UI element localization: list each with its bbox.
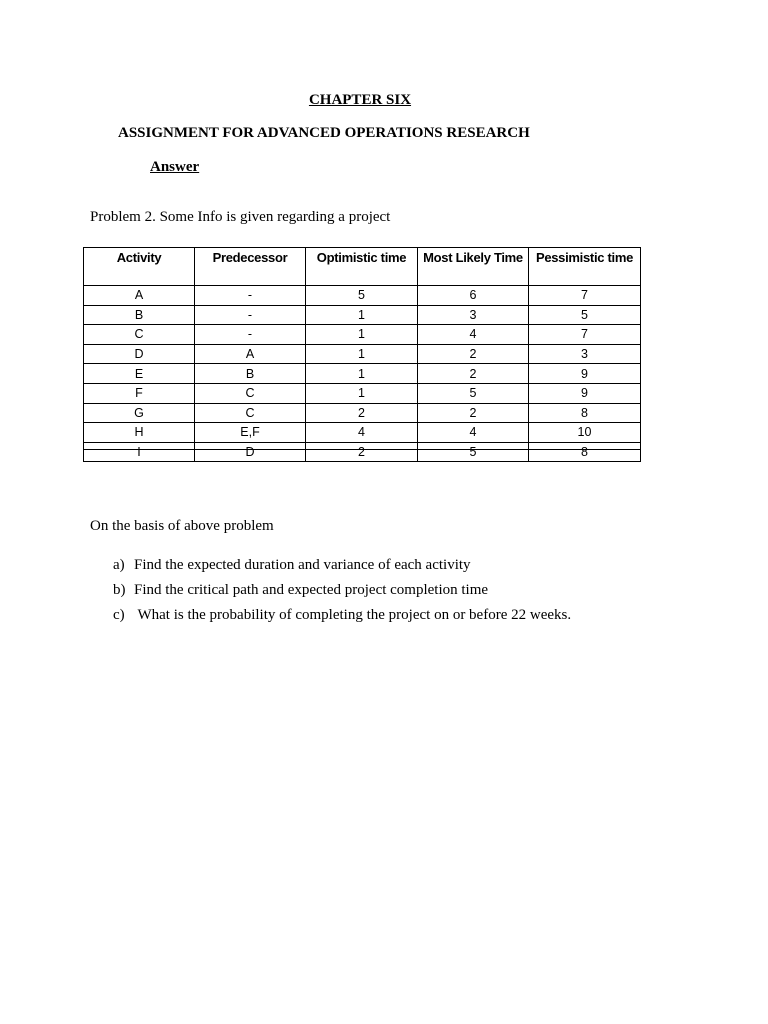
- table-cell: E,F: [195, 423, 306, 443]
- table-cell: 1: [306, 383, 418, 403]
- table-cell: 8: [529, 442, 641, 462]
- table-cell: 8: [529, 403, 641, 423]
- table-cell: 5: [306, 286, 418, 306]
- question-text: Find the critical path and expected project completion time: [134, 582, 489, 598]
- table-cell: 5: [418, 442, 529, 462]
- table-row: [84, 344, 641, 364]
- problem-statement: Problem 2. Some Info is given regarding a project: [90, 209, 391, 225]
- activity-table: [83, 247, 641, 462]
- table-cell: I: [84, 442, 195, 462]
- table-row: [84, 403, 641, 423]
- table-cell: D: [195, 442, 306, 462]
- activity-table-container: [83, 247, 640, 460]
- table-cell: C: [84, 325, 195, 345]
- table-cell: -: [195, 325, 306, 345]
- table-cell: 10: [529, 423, 641, 443]
- answer-label: Answer: [150, 159, 200, 175]
- column-header-optimistic-time: Optimistic time: [306, 248, 418, 286]
- list-item: [113, 556, 571, 581]
- table-cell: 5: [529, 305, 641, 325]
- table-row: [84, 325, 641, 345]
- table-row: [84, 286, 641, 306]
- table-cell: D: [84, 344, 195, 364]
- table-cell: C: [195, 403, 306, 423]
- table-cell: B: [84, 305, 195, 325]
- table-cell: 9: [529, 364, 641, 384]
- table-cell: 2: [418, 403, 529, 423]
- table-cell: 3: [529, 344, 641, 364]
- table-cell: 2: [418, 344, 529, 364]
- table-cell: 2: [418, 364, 529, 384]
- table-cell: 1: [306, 305, 418, 325]
- table-cell: A: [84, 286, 195, 306]
- assignment-title: ASSIGNMENT FOR ADVANCED OPERATIONS RESEARCH: [118, 125, 530, 141]
- question-marker: b): [113, 582, 126, 598]
- question-marker: c): [113, 607, 125, 623]
- question-list: [113, 556, 571, 631]
- table-row: [84, 423, 641, 443]
- column-header-predecessor: Predecessor: [195, 248, 306, 286]
- table-body: [84, 286, 641, 462]
- table-cell: -: [195, 286, 306, 306]
- table-cell: 9: [529, 383, 641, 403]
- table-cell: 1: [306, 325, 418, 345]
- column-header-activity: Activity: [84, 248, 195, 286]
- table-cell: 2: [306, 442, 418, 462]
- table-cell: 2: [306, 403, 418, 423]
- column-header-pessimistic-time: Pessimistic time: [529, 248, 641, 286]
- table-row: [84, 442, 641, 462]
- list-item: [113, 606, 571, 631]
- table-cell: G: [84, 403, 195, 423]
- table-cell: 7: [529, 325, 641, 345]
- table-header-row: [84, 248, 641, 286]
- table-row: [84, 364, 641, 384]
- table-cell: 5: [418, 383, 529, 403]
- table-cell: C: [195, 383, 306, 403]
- chapter-title: CHAPTER SIX: [308, 92, 412, 108]
- table-cell: A: [195, 344, 306, 364]
- table-cell: 4: [418, 325, 529, 345]
- column-header-most-likely-time: Most Likely Time: [418, 248, 529, 286]
- table-row: [84, 305, 641, 325]
- list-item: [113, 581, 571, 606]
- basis-statement: On the basis of above problem: [90, 518, 274, 534]
- question-text: Find the expected duration and variance of each activity: [134, 557, 471, 573]
- table-cell: 7: [529, 286, 641, 306]
- table-cell: 6: [418, 286, 529, 306]
- table-cell: -: [195, 305, 306, 325]
- table-cell: E: [84, 364, 195, 384]
- question-text: What is the probability of completing the project on or before 22 weeks.: [134, 607, 572, 623]
- table-cell: F: [84, 383, 195, 403]
- table-row: [84, 383, 641, 403]
- question-marker: a): [113, 557, 125, 573]
- table-cell: B: [195, 364, 306, 384]
- table-cell: H: [84, 423, 195, 443]
- table-cell: 3: [418, 305, 529, 325]
- table-cell: 4: [306, 423, 418, 443]
- table-cell: 4: [418, 423, 529, 443]
- table-cell: 1: [306, 364, 418, 384]
- table-cell: 1: [306, 344, 418, 364]
